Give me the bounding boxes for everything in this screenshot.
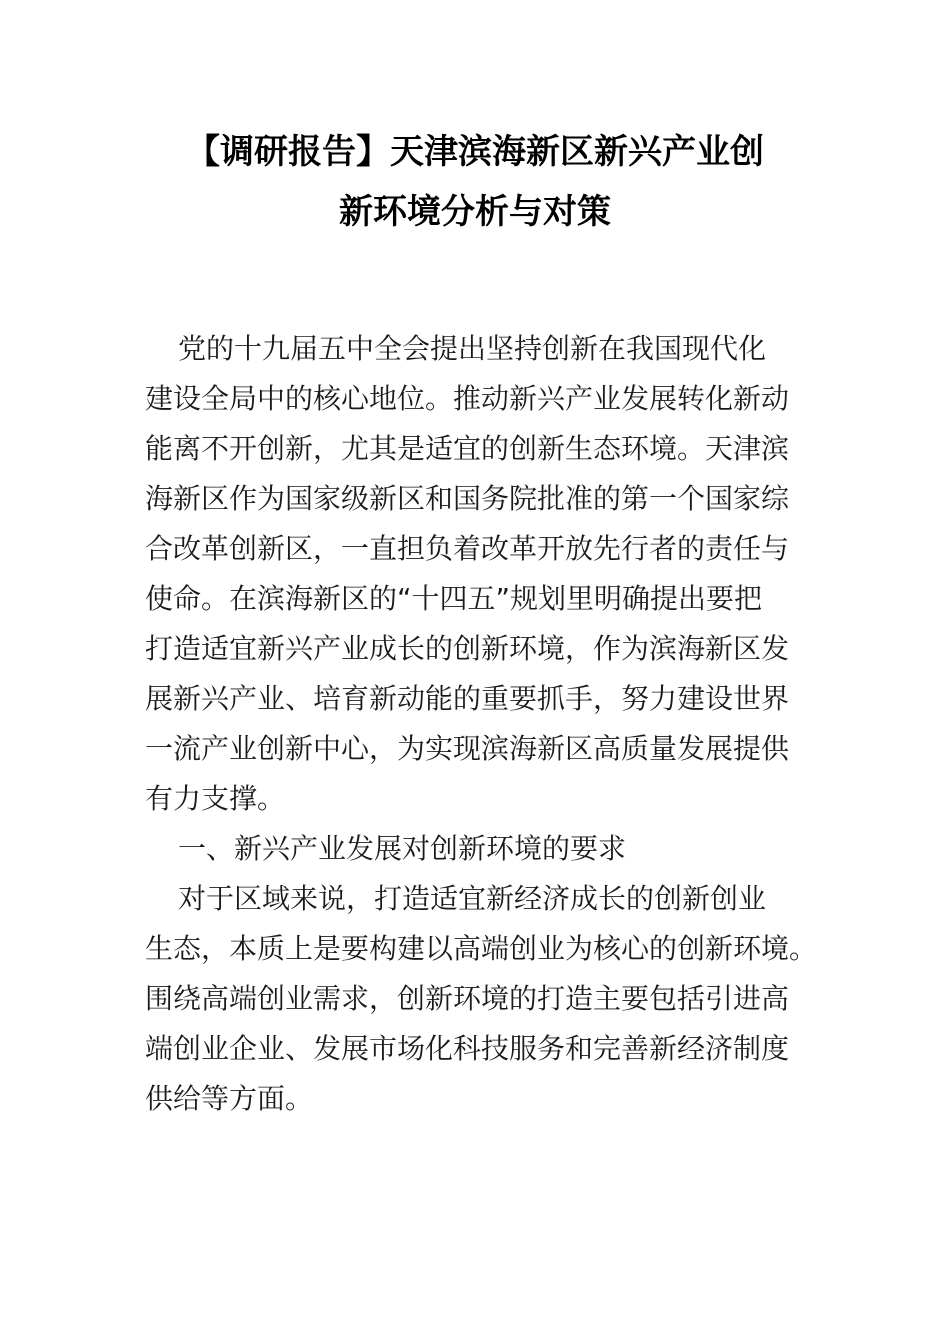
section-heading-1 (145, 824, 835, 874)
paragraph-section-1 (145, 874, 835, 1124)
paragraph-line: 党的十九届五中全会提出坚持创新在我国现代化 (178, 332, 767, 365)
paragraph-line: 生态，本质上是要构建以高端创业为核心的创新环境。 (145, 932, 818, 965)
document-body (145, 324, 835, 1124)
paragraph-line: 使命。在滨海新区的“十四五”规划里明确提出要把 (145, 582, 763, 615)
paragraph-line: 能离不开创新，尤其是适宜的创新生态环境。天津滨 (145, 432, 790, 465)
paragraph-line: 打造适宜新兴产业成长的创新环境，作为滨海新区发 (145, 632, 790, 665)
paragraph-line: 端创业企业、发展市场化科技服务和完善新经济制度 (145, 1032, 790, 1065)
paragraph-line: 供给等方面。 (145, 1082, 314, 1115)
title-line-1: 【调研报告】天津滨海新区新兴产业创 (186, 132, 764, 172)
title-line-2: 新环境分析与对策 (339, 192, 611, 232)
section-heading-text: 一、新兴产业发展对创新环境的要求 (178, 832, 627, 865)
paragraph-intro (145, 324, 835, 824)
paragraph-line: 合改革创新区，一直担负着改革开放先行者的责任与 (145, 532, 790, 565)
paragraph-line: 对于区域来说，打造适宜新经济成长的创新创业 (178, 882, 767, 915)
paragraph-line: 一流产业创新中心，为实现滨海新区高质量发展提供 (145, 732, 790, 765)
paragraph-line: 围绕高端创业需求，创新环境的打造主要包括引进高 (145, 982, 790, 1015)
paragraph-line: 建设全局中的核心地位。推动新兴产业发展转化新动 (145, 382, 790, 415)
paragraph-line: 海新区作为国家级新区和国务院批准的第一个国家综 (145, 482, 790, 515)
paragraph-line: 展新兴产业、培育新动能的重要抓手，努力建设世界 (145, 682, 790, 715)
document-title (130, 122, 820, 242)
paragraph-line: 有力支撑。 (145, 782, 286, 815)
